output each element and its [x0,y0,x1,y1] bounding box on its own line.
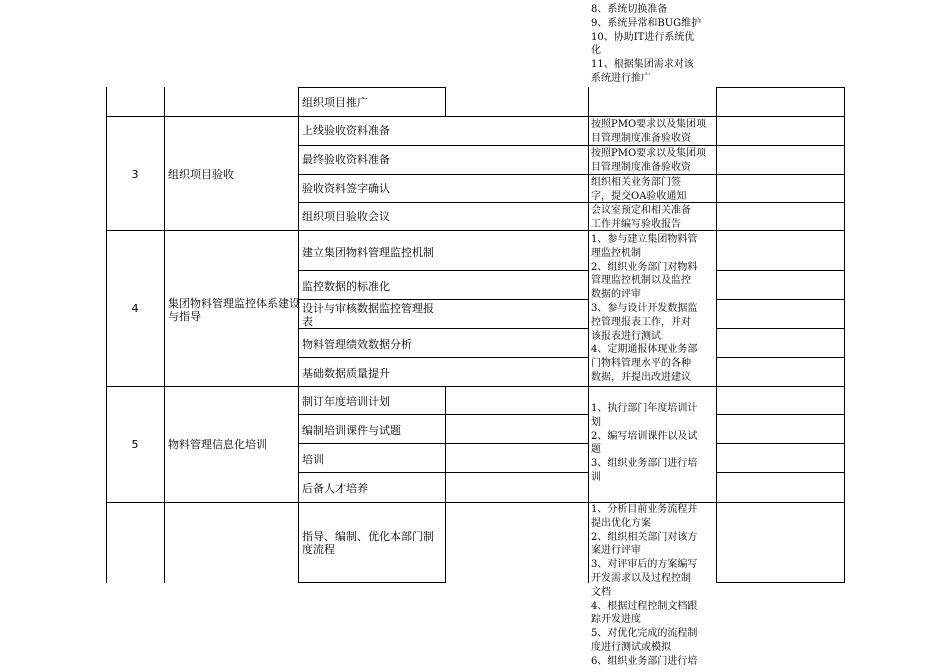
row-separator [106,230,845,231]
col-border-task-mid [445,386,446,502]
task-separator [298,202,845,203]
task-separator [298,145,845,146]
desc-line: 9、系统异常和BUG维护 [591,17,702,29]
desc-line: 3、对评审后的方案编写 [591,559,698,571]
task-separator [298,582,446,583]
col-border-right [844,87,845,583]
task-separator [716,582,845,583]
task-cell [302,530,434,556]
desc-cell [591,204,719,230]
desc-line: 数据的评审 [591,289,641,301]
desc-line: 4、根据过程控制文档跟 [591,600,698,612]
desc-line: 11、根据集团需求对该 [591,59,694,71]
task-separator [298,299,589,300]
item-cell [168,297,300,323]
task-separator [298,357,589,358]
desc-line: 目管理制度准备验收资 [591,161,691,173]
task-separator [298,174,845,175]
desc-line: 理监控机制 [591,247,641,259]
desc-line: 5、对优化完成的流程制 [591,628,698,640]
top-overflow-description [591,3,719,86]
desc-line: 10、协助IT进行系统优 [591,31,695,43]
task-separator [716,270,845,271]
desc-line: 管理监控机制以及监控 [591,275,691,287]
desc-cell [591,118,719,145]
desc-line: 会议室预定和相关准备 [591,205,691,216]
desc-line: 按照PMO要求以及集团项 [591,119,707,130]
task-separator [716,414,845,415]
desc-line: 2、编写培训课件以及试 [591,430,698,442]
col-border-task-mid [445,87,446,116]
desc-line: 题 [591,444,601,456]
item-line: 集团物料管理监控体系建设 [168,297,300,310]
desc-line: 字，提交OA验收通知 [591,190,687,202]
col-border-task-mid [445,502,446,583]
task-separator [298,270,589,271]
desc-line: 3、参与设计开发数据监 [591,302,698,314]
desc-line: 化 [591,45,601,57]
desc-line: 开发需求以及过程控制 [591,572,691,584]
desc-cell [591,503,719,669]
task-cell: 组织项目推广 [302,96,368,109]
desc-line: 案进行评审 [591,545,641,557]
desc-line: 2、组织业务部门对物料 [591,261,698,273]
task-line: 设计与审核数据监控管理报 [302,302,434,315]
desc-line: 1、参与建立集团物料管 [591,234,698,245]
col-border-desc-left [588,87,589,583]
item-line: 与指导 [168,310,201,323]
task-cell: 编制培训课件与试题 [302,424,401,437]
row-number: 3 [131,168,139,181]
task-cell: 培训 [302,453,324,466]
desc-line: 组织相关业务部门签 [591,177,681,188]
desc-line: 2、组织相关部门对该方 [591,531,698,543]
task-cell: 最终验收资料准备 [302,153,390,166]
task-separator [298,87,446,88]
task-separator [716,472,845,473]
col-border-num-item [164,87,165,583]
desc-line: 踪开发进度 [591,614,641,626]
desc-line: 提出优化方案 [591,517,651,529]
task-cell: 上线验收资料准备 [302,124,390,137]
task-cell [302,302,434,328]
task-separator [716,299,845,300]
task-cell: 基础数据质量提升 [302,367,390,380]
desc-cell [591,233,719,386]
desc-line: 3、组织业务部门进行培 [591,458,698,470]
desc-line: 划 [591,416,601,428]
row-number: 4 [131,302,139,315]
task-cell: 监控数据的标准化 [302,280,390,293]
desc-line: 数据，并提出改进建议 [591,371,691,383]
task-separator [716,87,845,88]
task-cell: 制订年度培训计划 [302,395,390,408]
desc-line: 度进行测试或模拟 [591,641,671,653]
task-separator [716,357,845,358]
task-line: 指导、编制、优化本部门制 [302,530,434,543]
task-separator [298,414,589,415]
row-separator [106,116,845,117]
task-separator [716,443,845,444]
desc-line: 训 [591,471,601,483]
desc-line: 该报表进行测试 [591,330,661,342]
col-border-left [106,87,107,583]
desc-cell [591,176,719,202]
desc-line: 工作并编写验收报告 [591,218,681,230]
task-separator [716,328,845,329]
task-separator [298,328,589,329]
col-border-item-task [298,87,299,583]
desc-cell [591,402,719,502]
desc-line: 按照PMO要求以及集团项 [591,148,707,159]
item-cell: 组织项目验收 [168,168,234,181]
task-cell: 建立集团物料管理监控机制 [302,246,434,259]
desc-line: 系统进行推广 [591,72,651,84]
task-cell: 组织项目验收会议 [302,210,390,223]
task-separator [298,472,589,473]
desc-line: 控管理报表工作，并对 [591,316,691,328]
desc-line: 1、执行部门年度培训计 [591,403,698,414]
row-separator [106,386,845,387]
task-cell: 物料管理绩效数据分析 [302,338,412,351]
desc-line: 文档 [591,586,611,598]
desc-line: 8、系统切换准备 [591,4,668,15]
desc-line: 6、组织业务部门进行培 [591,655,698,667]
desc-cell [591,147,719,174]
task-cell: 后备人才培养 [302,482,368,495]
desc-line: 4、定期通报体现业务部 [591,344,698,356]
item-cell: 物料管理信息化培训 [168,438,267,451]
desc-line: 1、分析目前业务流程并 [591,504,698,515]
desc-line: 门物料管理水平的各种 [591,358,691,370]
task-line: 度流程 [302,543,335,556]
row-number: 5 [131,438,139,451]
desc-line: 目管理制度准备验收资 [591,132,691,144]
task-separator [298,443,589,444]
row-separator [106,502,845,503]
task-cell: 验收资料签字确认 [302,182,390,195]
task-line: 表 [302,315,313,328]
